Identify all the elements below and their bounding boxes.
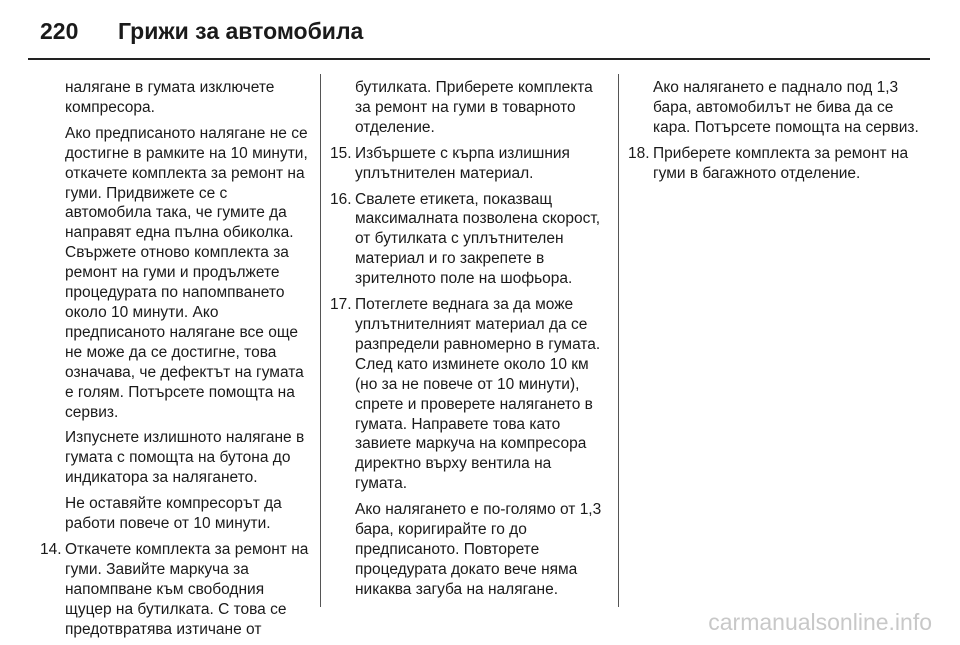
column-divider-2 — [618, 74, 619, 607]
step-number: 14. — [40, 540, 62, 558]
page-number: 220 — [40, 18, 79, 44]
step-text: Потеглете веднага за да може уплътнителният материал да се разпредели равномерно в гумата. След като изминете около 10 км (но за не повече от 10 минути), спрете и проверете налягането в гумата. Направете това като завиете маркуча на компресора директно върху вентила на гумата. — [355, 296, 601, 493]
column-3 — [628, 78, 932, 190]
paragraph: Ако налягането е паднало под 1,3 бара, автомобилът не бива да се кара. Потърсете помощта на сервиз. — [653, 79, 919, 136]
step-number: 17. — [330, 296, 352, 314]
step-text-continued: Ако налягането е по-голямо от 1,3 бара, коригирайте го до предписаното. Повторете процедурата докато вече няма никаква загуба на налягане. — [355, 501, 602, 598]
step-17 — [330, 295, 606, 606]
paragraph: Не оставяйте компресорът да работи повече от 10 минути. — [65, 495, 282, 533]
paragraph: Ако предписаното налягане не се достигне в рамките на 10 минути, откачете комплекта за ремонт на гуми. Придвижете се с автомобила така, че гумите да направят една пълна обиколка. Свържете отново комплекта за ремонт на гуми и продължете процедурата по напомпването около 10 минути. Ако предписаното налягане все още не може да се достигне, това означава, че дефектът на гумата е голям. Потърсете помощта на сервиз. — [65, 124, 308, 421]
step-number: 15. — [330, 144, 352, 162]
step-text: Избършете с кърпа излишния уплътнителен материал. — [355, 144, 570, 182]
step-number: 16. — [330, 190, 352, 208]
paragraph: Изпуснете излишното налягане в гумата с помощта на бутона до индикатора за налягането. — [65, 429, 305, 487]
step-text: Приберете комплекта за ремонт на гуми в багажното отделение. — [653, 144, 909, 182]
step-text: Откачете комплекта за ремонт на гуми. Завийте маркуча за напомпване към свободния щуцер на бутилката. С това се предотвратява изтичане от — [65, 540, 309, 638]
page-title: Грижи за автомобила — [118, 18, 364, 44]
page-header — [40, 18, 363, 52]
step-16 — [330, 190, 606, 290]
column-divider-1 — [320, 74, 321, 607]
step-14 — [40, 540, 310, 640]
watermark: carmanualsonline.info — [708, 609, 932, 635]
paragraph: налягане в гумата изключете компресора. — [65, 79, 275, 116]
paragraph: бутилката. Приберете комплекта за ремонт на гуми в товарното отделение. — [355, 79, 593, 136]
column-1 — [40, 78, 310, 645]
step-18 — [628, 144, 932, 184]
step-number: 18. — [628, 144, 650, 162]
header-rule — [28, 58, 930, 60]
step-15 — [330, 144, 606, 184]
column-2 — [330, 78, 606, 612]
step-text: Свалете етикета, показващ максималната позволена скорост, от бутилката с уплътнителен материал и го закрепете в зрителното поле на шофьора. — [355, 190, 601, 288]
